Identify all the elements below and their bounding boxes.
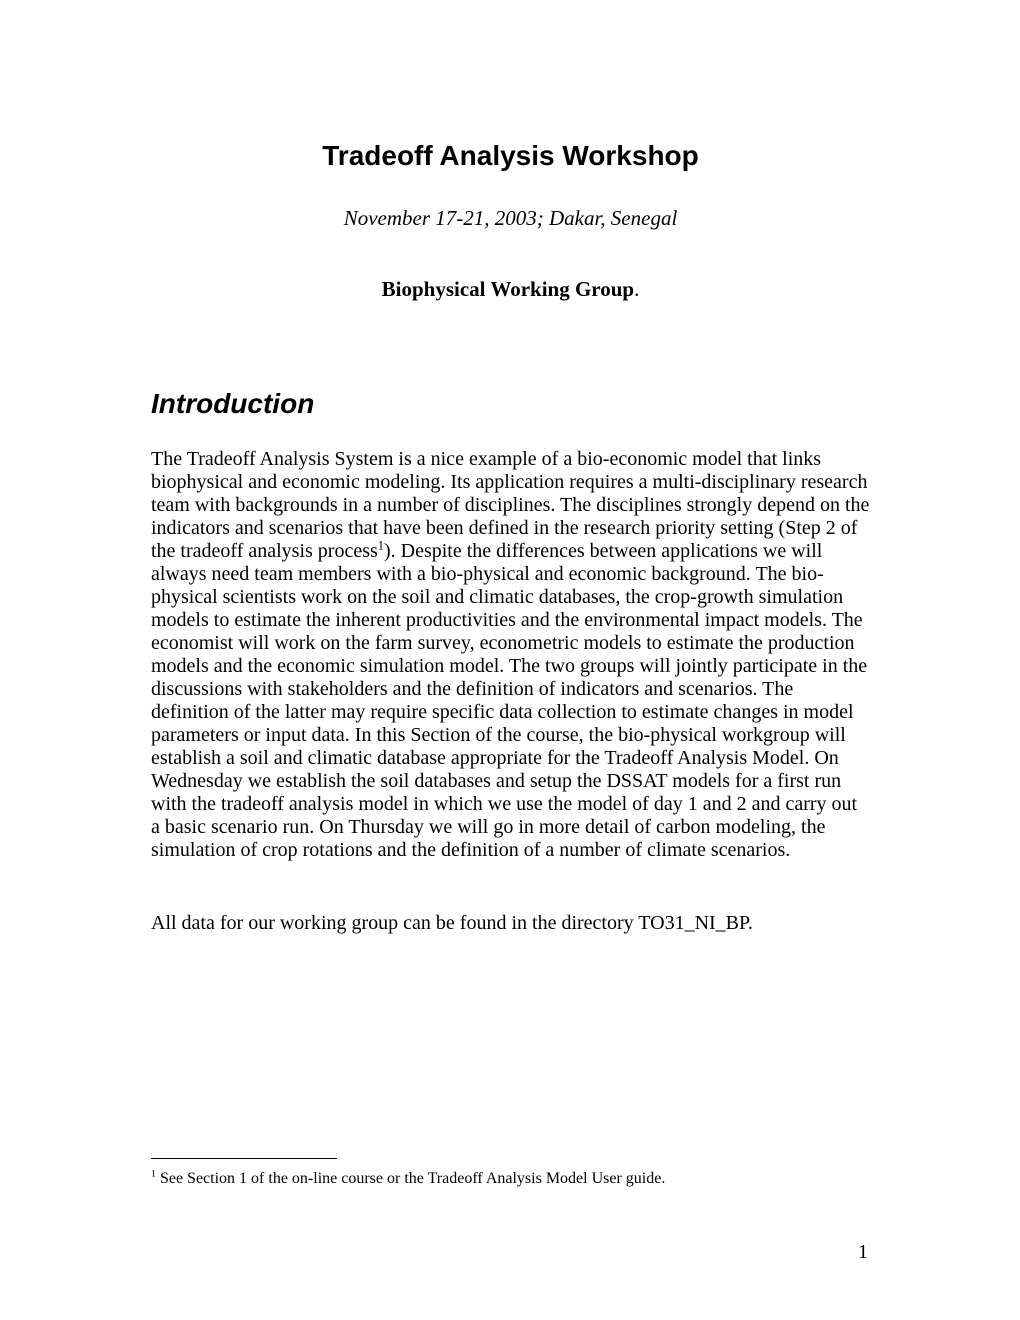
footnote-area (151, 1158, 870, 1189)
group-heading-period: . (634, 277, 640, 301)
footnote-separator (151, 1158, 337, 1159)
intro-paragraph-text-continued: ). Despite the differences between applications we will always need team members with a bio-physical and economic background. The bio-physical scientists work on the soil and climatic databases, the crop-growth simulation models to estimate the inherent productivities and the environmental impact models. The economist will work on the farm survey, econometric models to estimate the production models and the economic simulation model. The two groups will jointly participate in the discussions with stakeholders and the definition of indicators and scenarios. The definition of the latter may require specific data collection to estimate changes in model parameters or input data. In this Section of the course, the bio-physical workgroup will establish a soil and climatic database appropriate for the Tradeoff Analysis Model. On Wednesday we establish the soil databases and setup the DSSAT models for a first run with the tradeoff analysis model in which we use the model of day 1 and 2 and carry out a basic scenario run. On Thursday we will go in more detail of carbon modeling, the simulation of crop rotations and the definition of a number of climate scenarios. (151, 540, 868, 861)
date-line: November 17-21, 2003; Dakar, Senegal (343, 206, 678, 230)
section-heading-introduction: Introduction (151, 388, 315, 419)
page-title: Tradeoff Analysis Workshop (322, 140, 699, 171)
group-heading (151, 277, 870, 302)
directory-note: All data for our working group can be found in the directory TO31_NI_BP. (151, 912, 753, 934)
footnote (151, 1169, 870, 1189)
intro-paragraph (151, 448, 870, 862)
group-heading-text: Biophysical Working Group (381, 277, 635, 301)
intro-paragraph-text: The Tradeoff Analysis System is a nice example of a bio-economic model that links biophysical and economic modeling. Its application requires a multi-disciplinary research team with backgrounds in a number of disciplines. The disciplines strongly depend on the indicators and scenarios that have been defined in the research priority setting (Step 2 of the tradeoff analysis process (151, 448, 870, 562)
footnote-reference: 1 (377, 538, 384, 553)
page-number: 1 (858, 1241, 868, 1263)
footnote-marker: 1 (151, 1168, 156, 1180)
footnote-text-content: See Section 1 of the on-line course or the Tradeoff Analysis Model User guide. (159, 1170, 666, 1187)
